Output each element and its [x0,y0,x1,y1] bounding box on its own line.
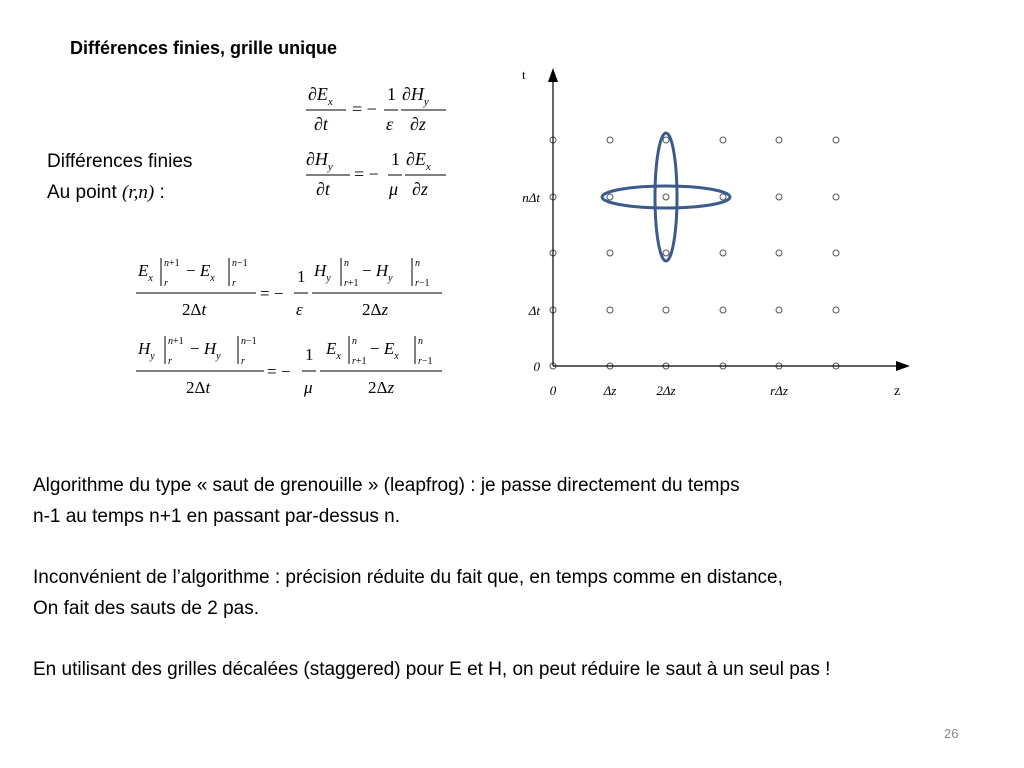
svg-text:1: 1 [305,345,314,364]
svg-text:n−1: n−1 [232,258,248,269]
svg-text:r: r [164,278,168,289]
svg-text:r−1: r−1 [415,278,430,289]
grid-point [663,194,669,200]
svg-text:= −: = − [354,164,379,184]
svg-text:= −: = − [352,99,377,119]
label-finite-differences: Différences finies [47,151,193,172]
grid-point [720,250,726,256]
svg-text:− Hy: − $H_y$ [190,339,221,362]
svg-text:∂Ex: $\partial E_x$ [406,149,431,173]
slide-title: Différences finies, grille unique [70,38,338,58]
t-tick-label: nΔt [522,190,540,205]
svg-text:2Δt: 2Δt [182,300,207,319]
paragraph-drawback: Inconvénient de l’algorithme : précision réduite du fait que, en temps comme en distance, On fait des sauts de 2 pas. [33,567,783,619]
svg-text:n: n [352,336,357,347]
grid-point [663,250,669,256]
svg-text:r: r [168,356,172,367]
grid-point [833,250,839,256]
svg-text:n−1: n−1 [241,336,257,347]
label-at-point-suffix: : [154,182,165,203]
svg-text:∂z: ∂z [410,114,426,134]
svg-text:n: n [344,258,349,269]
t-tick-label: Δt [528,303,540,318]
svg-text:n: n [418,336,423,347]
grid-point [776,137,782,143]
page-number: 26 [944,726,959,741]
svg-text:2Δt: 2Δt [186,378,211,397]
z-tick-label: 0 [549,383,557,398]
svg-text:∂Ex: $\partial E_x$ [308,84,333,108]
z-tick-label: rΔz [770,383,788,398]
t-tick-label: 0 [533,359,540,374]
paragraph-staggered: En utilisant des grilles décalées (staggered) pour E et H, on peut réduire le saut à un seul pas ! [33,659,831,680]
finite-difference-equations [130,252,450,402]
grid-point [663,137,669,143]
svg-text:= −: = − [267,362,291,381]
t-tick-labels [522,190,540,374]
svg-text:− Ex: − $E_x$ [370,339,399,362]
grid-point [720,194,726,200]
svg-text:= −: = − [260,284,284,303]
grid-point [607,307,613,313]
z-tick-label: 2Δz [656,383,676,398]
svg-text:2Δz: 2Δz [368,378,395,397]
svg-text:μ: μ [304,378,313,397]
svg-text:1: 1 [391,149,400,169]
grid-point [776,307,782,313]
svg-text:Ex: $E_x$ [138,261,153,284]
svg-text:∂t: ∂t [314,114,328,134]
t-axis-arrow-icon [548,68,558,82]
svg-text:1: 1 [387,84,396,104]
svg-text:n+1: n+1 [168,336,184,347]
grid-points [550,137,839,369]
svg-text:n+1: n+1 [164,258,180,269]
t-axis-label: t [522,67,526,82]
label-at-point-prefix: Au point [47,182,122,203]
svg-text:2Δz: 2Δz [362,300,389,319]
svg-text:n: n [415,258,420,269]
svg-text:ε: ε [386,114,394,134]
grid-point [833,194,839,200]
paragraph-leapfrog: Algorithme du type « saut de grenouille » (leapfrog) : je passe directement du temps n-1 au temps n+1 en passant par-dessus n. [33,475,740,527]
svg-text:∂z: ∂z [412,179,428,199]
svg-text:∂t: ∂t [316,179,330,199]
svg-text:ε: ε [296,300,303,319]
svg-text:− Ex: − $E_x$ [186,261,215,284]
grid-point [776,194,782,200]
svg-text:r: r [241,356,245,367]
grid-point [720,137,726,143]
grid-point [663,307,669,313]
svg-text:1: 1 [297,267,306,286]
label-point-rn: (r,n) [122,182,155,203]
grid-point [607,137,613,143]
svg-text:μ: μ [389,179,399,199]
svg-text:∂Hy: $\partial H_y$ [402,84,429,108]
svg-text:r+1: r+1 [352,356,367,367]
svg-text:r: r [232,278,236,289]
grid-point [720,307,726,313]
space-time-grid-diagram [500,60,920,410]
z-axis-label: z [894,384,901,399]
svg-text:∂Hy: $\partial H_y$ [306,149,333,173]
grid-point [833,307,839,313]
svg-text:− Hy: − $H_y$ [362,261,393,284]
grid-point [776,250,782,256]
z-tick-labels [550,383,788,398]
maxwell-equations [300,78,460,210]
svg-text:Hy: $H_y$ [314,261,331,284]
svg-text:r−1: r−1 [418,356,433,367]
z-axis-arrow-icon [896,361,910,371]
grid-point [607,194,613,200]
grid-point [607,250,613,256]
svg-text:r+1: r+1 [344,278,359,289]
z-tick-label: Δz [603,383,617,398]
label-at-point [47,182,165,204]
svg-text:Hy: $H_y$ [138,339,155,362]
svg-text:Ex: $E_x$ [326,339,341,362]
grid-point [833,137,839,143]
